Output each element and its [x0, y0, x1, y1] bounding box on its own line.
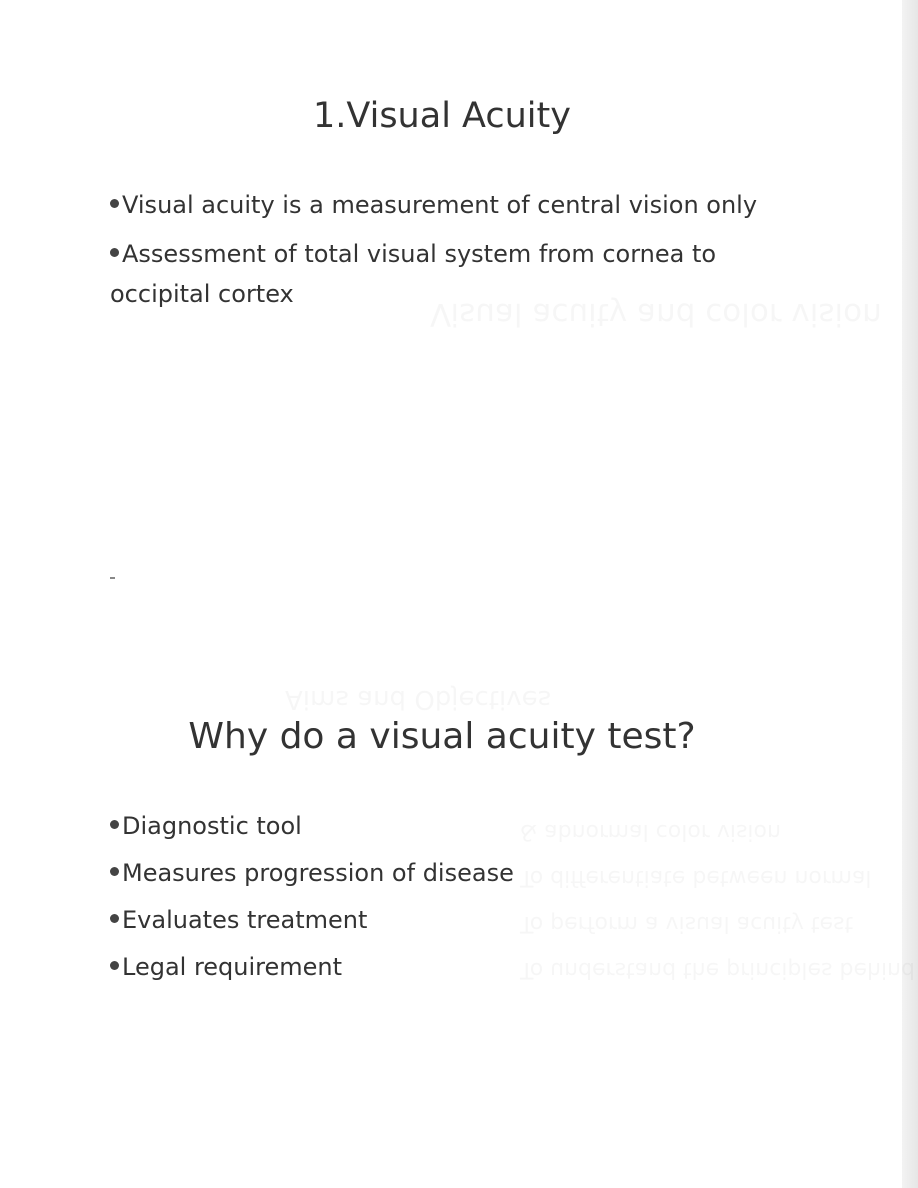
- bleed-through-title-2: [285, 684, 551, 714]
- bullet-item: [110, 947, 810, 987]
- bullet-text: Diagnostic tool: [122, 812, 302, 840]
- bullet-dot-icon: [110, 867, 119, 876]
- slide-title: Why do a visual acuity test?: [188, 716, 696, 757]
- bullet-text: Visual acuity is a measurement of central vision only: [122, 191, 758, 219]
- bullet-item: [110, 806, 810, 846]
- bullet-text: Assessment of total visual system from cornea to occipital cortex: [110, 240, 717, 308]
- bullet-list: [110, 806, 810, 994]
- bullet-dot-icon: [110, 199, 119, 208]
- bullet-item: [110, 234, 790, 314]
- bullet-dot-icon: [110, 961, 119, 970]
- bullet-text: Measures progression of disease: [122, 859, 514, 887]
- bullet-item: [110, 185, 790, 225]
- scan-page-edge: [902, 0, 918, 1188]
- scan-artifact-mark: [110, 577, 115, 579]
- bullet-text: Evaluates treatment: [122, 906, 368, 934]
- bullet-dot-icon: [110, 914, 119, 923]
- bullet-dot-icon: [110, 248, 119, 257]
- bullet-list: [110, 185, 790, 323]
- bullet-item: [110, 853, 810, 893]
- bullet-dot-icon: [110, 820, 119, 829]
- bullet-item: [110, 900, 810, 940]
- slide-title: 1.Visual Acuity: [313, 96, 571, 136]
- bullet-text: Legal requirement: [122, 953, 343, 981]
